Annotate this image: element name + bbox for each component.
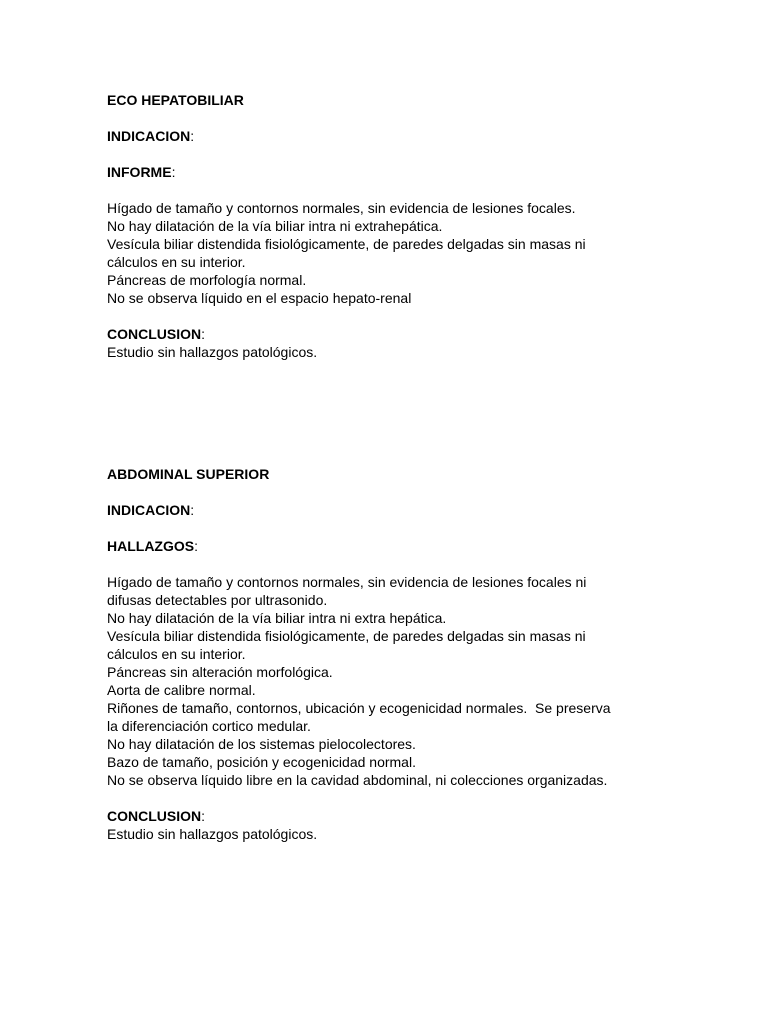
- findings-paragraph: [107, 199, 667, 307]
- finding-line: Páncreas de morfología normal.: [107, 272, 307, 288]
- finding-line: Bazo de tamaño, posición y ecogenicidad normal.: [107, 754, 416, 770]
- section-title: ECO HEPATOBILIAR: [107, 92, 244, 108]
- hallazgos-label: HALLAZGOS: [107, 538, 195, 554]
- conclusion-label: CONCLUSION: [107, 808, 202, 824]
- finding-line: No se observa líquido libre en la cavidad abdominal, ni colecciones organizadas.: [107, 772, 608, 788]
- colon: :: [190, 128, 195, 144]
- conclusion-line: [107, 807, 667, 825]
- section-eco-hepatobiliar: [107, 91, 667, 361]
- finding-line: cálculos en su interior.: [107, 646, 246, 662]
- section-abdominal-superior: [107, 465, 667, 843]
- colon: :: [201, 326, 206, 342]
- conclusion-text: Estudio sin hallazgos patológicos.: [107, 344, 318, 360]
- finding-line: No hay dilatación de la vía biliar intra ni extrahepática.: [107, 218, 443, 234]
- section-title: ABDOMINAL SUPERIOR: [107, 466, 270, 482]
- conclusion-text: Estudio sin hallazgos patológicos.: [107, 826, 318, 842]
- indicacion-label: INDICACION: [107, 128, 191, 144]
- hallazgos-line: [107, 537, 667, 555]
- finding-line: Vesícula biliar distendida fisiológicamente, de paredes delgadas sin masas ni: [107, 628, 586, 644]
- finding-line: No se observa líquido en el espacio hepato-renal: [107, 290, 412, 306]
- informe-line: [107, 163, 667, 181]
- finding-line: la diferenciación cortico medular.: [107, 718, 311, 734]
- finding-line: cálculos en su interior.: [107, 254, 246, 270]
- indicacion-line: [107, 127, 667, 145]
- findings-paragraph: [107, 573, 667, 789]
- finding-line: Hígado de tamaño y contornos normales, sin evidencia de lesiones focales.: [107, 200, 576, 216]
- finding-line: Páncreas sin alteración morfológica.: [107, 664, 333, 680]
- colon: :: [201, 808, 206, 824]
- colon: :: [171, 164, 176, 180]
- finding-line: Riñones de tamaño, contornos, ubicación y ecogenicidad normales. Se preserva: [107, 700, 611, 716]
- colon: :: [190, 502, 195, 518]
- finding-line: Hígado de tamaño y contornos normales, sin evidencia de lesiones focales ni: [107, 574, 587, 590]
- informe-label: INFORME: [107, 164, 172, 180]
- conclusion-label: CONCLUSION: [107, 326, 202, 342]
- finding-line: Vesícula biliar distendida fisiológicamente, de paredes delgadas sin masas ni: [107, 236, 586, 252]
- colon: :: [194, 538, 198, 554]
- conclusion-line: [107, 325, 667, 343]
- finding-line: No hay dilatación de los sistemas pielocolectores.: [107, 736, 416, 752]
- indicacion-label: INDICACION: [107, 502, 191, 518]
- indicacion-line: [107, 501, 667, 519]
- finding-line: No hay dilatación de la vía biliar intra ni extra hepática.: [107, 610, 447, 626]
- finding-line: Aorta de calibre normal.: [107, 682, 256, 698]
- finding-line: difusas detectables por ultrasonido.: [107, 592, 328, 608]
